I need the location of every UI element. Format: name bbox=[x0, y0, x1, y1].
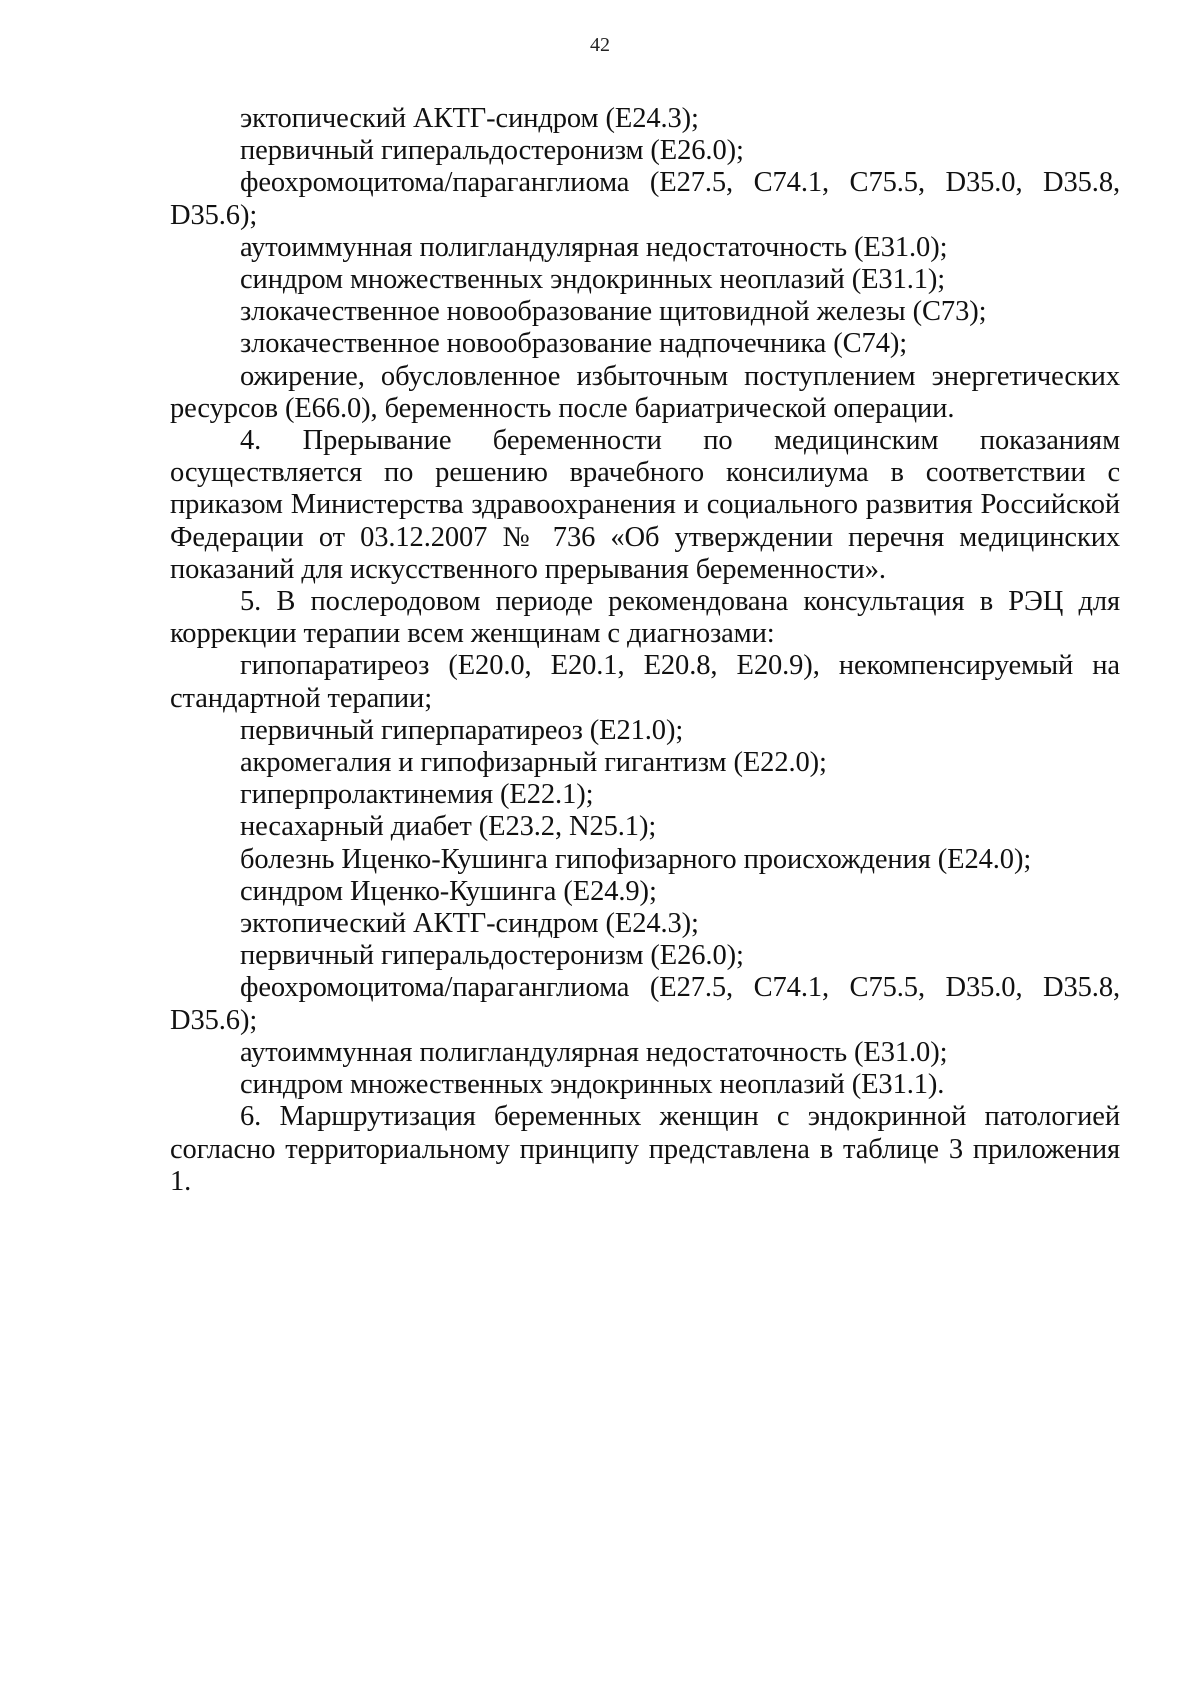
list-item: аутоиммунная полигландулярная недостаточность (E31.0); bbox=[240, 1036, 948, 1068]
list-item: первичный гиперпаратиреоз (E21.0); bbox=[240, 714, 684, 746]
list-item: феохромоцитома/параганглиома (E27.5, C74.1, C75.5, D35.0, D35.8, D35.6); bbox=[170, 167, 1120, 231]
list-item: несахарный диабет (E23.2, N25.1); bbox=[240, 811, 657, 843]
paragraph-6: 6. Маршрутизация беременных женщин с эндокринной патологией согласно территориальному принципу представлена в таблице 3 приложения 1. bbox=[170, 1101, 1120, 1197]
paragraph-5: 5. В послеродовом периоде рекомендована консультация в РЭЦ для коррекции терапии всем женщинам с диагнозами: bbox=[170, 586, 1120, 650]
list-item: синдром множественных эндокринных неоплазий (E31.1); bbox=[240, 264, 946, 296]
page-number: 42 bbox=[590, 34, 610, 56]
list-item: болезнь Иценко-Кушинга гипофизарного происхождения (E24.0); bbox=[240, 843, 1032, 875]
list-item: аутоиммунная полигландулярная недостаточность (E31.0); bbox=[240, 231, 948, 263]
list-item: ожирение, обусловленное избыточным поступлением энергетических ресурсов (E66.0), беременность после бариатрической операции. bbox=[170, 360, 1120, 424]
list-item: первичный гиперальдостеронизм (E26.0); bbox=[240, 135, 744, 167]
list-item: гиперпролактинемия (E22.1); bbox=[240, 779, 594, 811]
document-body bbox=[170, 103, 1120, 1198]
list-item: первичный гиперальдостеронизм (E26.0); bbox=[240, 940, 744, 972]
list-item: злокачественное новообразование надпочечника (C74); bbox=[240, 328, 908, 360]
list-item: синдром множественных эндокринных неоплазий (E31.1). bbox=[240, 1069, 945, 1101]
list-item: акромегалия и гипофизарный гигантизм (E22.0); bbox=[240, 747, 827, 779]
paragraph-4: 4. Прерывание беременности по медицинским показаниям осуществляется по решению врачебного консилиума в соответствии с приказом Министерства здравоохранения и социального развития Российской Федерации от 03.12.2007 № 736 «Об утверждении перечня медицинских показаний для искусственного прерывания беременности». bbox=[170, 425, 1120, 585]
list-item: злокачественное новообразование щитовидной железы (C73); bbox=[240, 296, 987, 328]
list-item: эктопический АКТГ-синдром (E24.3); bbox=[240, 908, 699, 940]
list-item: гипопаратиреоз (E20.0, E20.1, E20.8, E20.9), некомпенсируемый на стандартной терапии; bbox=[170, 650, 1120, 714]
list-item: феохромоцитома/параганглиома (E27.5, C74.1, C75.5, D35.0, D35.8, D35.6); bbox=[170, 972, 1120, 1036]
list-item: синдром Иценко-Кушинга (E24.9); bbox=[240, 875, 657, 907]
list-item: эктопический АКТГ-синдром (E24.3); bbox=[240, 103, 699, 134]
